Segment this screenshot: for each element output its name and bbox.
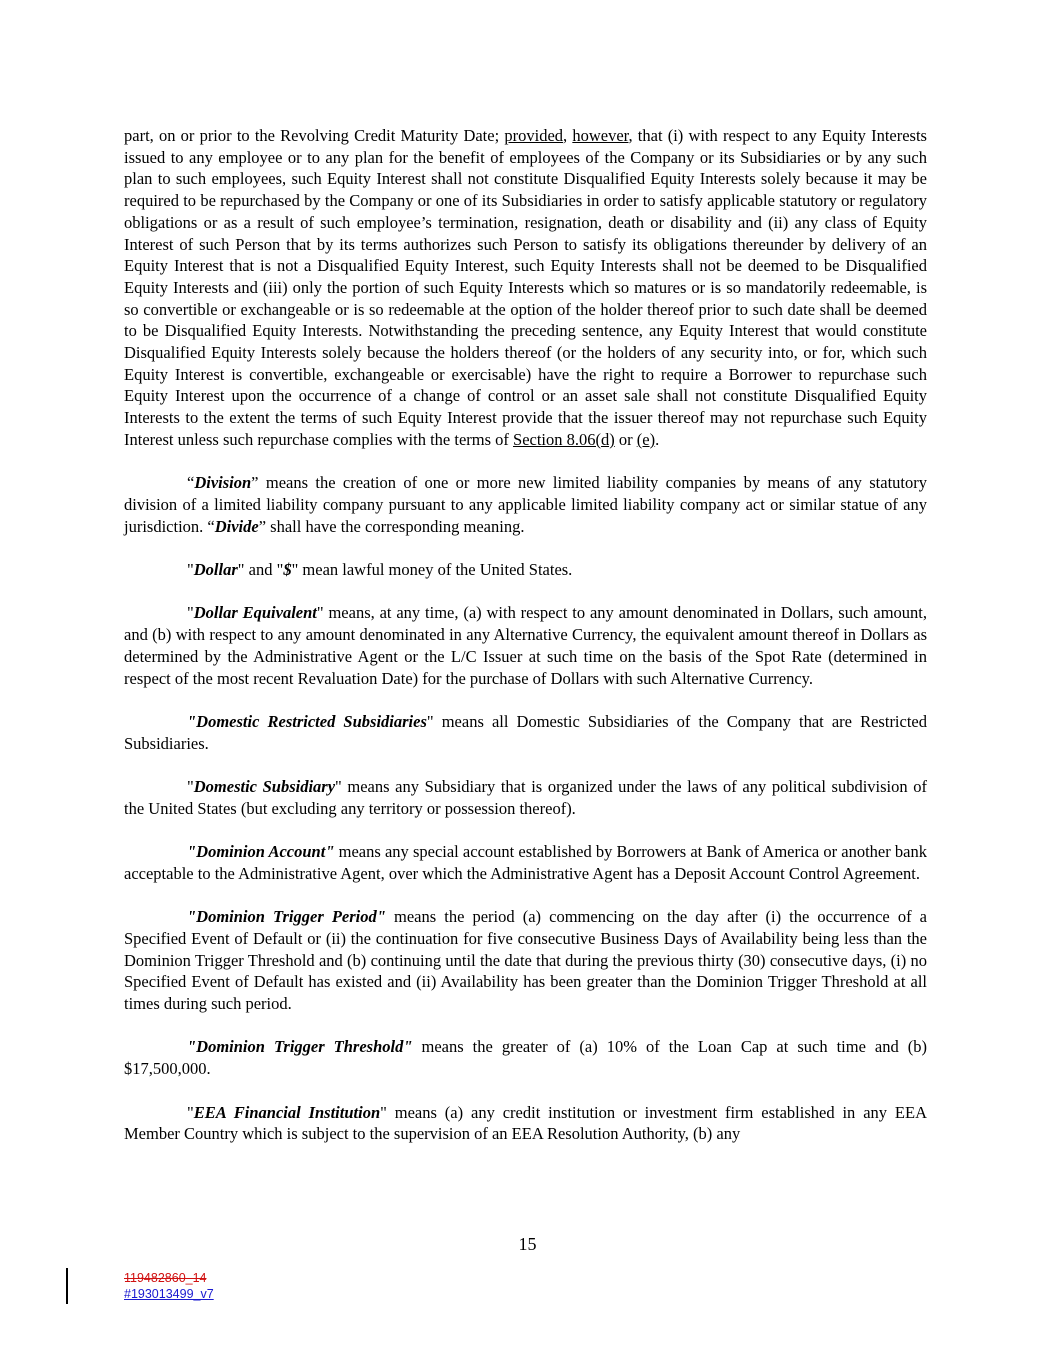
definition-text: ” shall have the corresponding meaning.	[258, 516, 525, 536]
definition-dollar	[124, 559, 927, 581]
text: ,	[563, 126, 573, 145]
definition-domestic-restricted-subsidiaries	[124, 711, 927, 754]
defined-term: "Dominion Account"	[187, 842, 335, 862]
definition-division	[124, 472, 927, 537]
defined-term: Dollar Equivalent	[193, 603, 317, 623]
definition-dollar-equivalent	[124, 602, 927, 689]
text: “	[187, 473, 195, 493]
defined-term: $	[283, 560, 292, 580]
text: "	[187, 777, 194, 797]
revision-change-bar	[66, 1268, 68, 1304]
clause-reference: (e)	[636, 429, 656, 449]
defined-term: "Dominion Trigger Threshold"	[187, 1037, 413, 1057]
definition-text: " means, at any time, (a) with respect to any amount denominated in Dollars, such amount, and (b) with respect to any amount denominated in any Alternative Currency, the equivalent amount thereof in Dollars as determined by the Administrative Agent or the L/C Issuer at such time on the basis of the Spot Rate (determined in respect of the most recent Revaluation Date) for the purchase of Dollars with such Alternative Currency.	[124, 603, 927, 688]
definition-text: " means any Subsidiary that is organized under the laws of any political subdivision of the United States (but excluding any territory or possession thereof).	[124, 777, 927, 818]
text: " and "	[237, 560, 284, 580]
document-body	[124, 125, 927, 1167]
defined-term: Divide	[214, 516, 259, 536]
paragraph-disqualified-equity-continuation	[124, 125, 927, 451]
definition-text: means the period (a) commencing on the day after (i) the occurrence of a Specified Event of Default or (ii) the continuation for five consecutive Business Days of Availability being less than the Dominion Trigger Threshold and (b) continuing until the date that during the previous thirty (30) consecutive days, (i) no Specified Event of Default has existed and (ii) Availability has been greater than the Dominion Trigger Threshold at all times during such period.	[124, 907, 928, 1014]
definition-text: " means all Domestic Subsidiaries of the Company that are Restricted Subsidiaries.	[124, 711, 928, 753]
text: "	[187, 1102, 194, 1122]
defined-term: "Dominion Trigger Period"	[187, 907, 386, 927]
definition-domestic-subsidiary	[124, 776, 927, 819]
definition-dominion-trigger-threshold	[124, 1036, 927, 1079]
however-term: however	[572, 126, 629, 145]
defined-term: Division	[194, 473, 252, 493]
defined-term: EEA Financial Institution	[193, 1102, 381, 1122]
text: "	[187, 603, 194, 623]
definition-text: means any special account established by Borrowers at Bank of America or another bank acceptable to the Administrative Agent, over which the Administrative Agent has a Deposit Account Control Agreement.	[124, 842, 927, 883]
inserted-document-id: #193013499_v7	[124, 1287, 214, 1301]
text: "	[187, 560, 194, 580]
page-number: 15	[518, 1234, 537, 1254]
text: part, on or prior to the Revolving Credit Maturity Date;	[124, 126, 505, 145]
definition-dominion-account	[124, 841, 927, 884]
definition-text: " means (a) any credit institution or investment firm established in any EEA Member Country which is subject to the supervision of an EEA Resolution Authority, (b) any	[124, 1102, 927, 1144]
section-reference: Section 8.06(d)	[513, 429, 615, 449]
text: .	[655, 429, 660, 449]
defined-term: Domestic Subsidiary	[193, 777, 336, 797]
text: , that (i) with respect to any Equity Interests issued to any employee or to any plan for the benefit of employees of the Company or its Subsidiaries or by any such plan to such employees, such Equity Interest shall not constitute Disqualified Equity Interests solely because it may be required to be repurchased by the Company or one of its Subsidiaries in order to satisfy applicable statutory or regulatory obligations or as a result of such employee’s termination, resignation, death or disability and (ii) any class of Equity Interest of such Person that by its terms authorizes such Person to satisfy its obligations thereunder by delivery of an Equity Interest that is not a Disqualified Equity Interest, such Equity Interests shall not be deemed to be Disqualified Equity Interests and (iii) only the portion of such Equity Interests which so matures or is so mandatorily redeemable, is so convertible or exchangeable or is so redeemable at the option of the holder thereof prior to such date shall be deemed to be Disqualified Equity Interests. Notwithstanding the preceding sentence, any Equity Interest that would constitute Disqualified Equity Interests solely because the holders thereof (or the holders of any security into, or for, which such Equity Interest is convertible, exchangeable or exercisable) have the right to require a Borrower to repurchase such Equity Interest upon the occurrence of a change of control or an asset sale shall not constitute Disqualified Equity Interests to the extent the terms of such Equity Interest provide that the issuer thereof may not repurchase such Equity Interest unless such repurchase complies with the terms of	[124, 126, 927, 449]
defined-term: Dollar	[193, 560, 238, 580]
defined-term: "Domestic Restricted Subsidiaries	[187, 711, 427, 731]
text: or	[614, 429, 637, 449]
definition-text: means the greater of (a) 10% of the Loan Cap at such time and (b) $17,500,000.	[124, 1037, 927, 1079]
definition-dominion-trigger-period	[124, 906, 927, 1015]
definition-eea-financial-institution	[124, 1102, 927, 1145]
deleted-document-id: 119482860_14	[124, 1271, 207, 1285]
provided-term: provided	[504, 126, 564, 145]
definition-text: " mean lawful money of the United States.	[291, 560, 573, 580]
definition-text: ” means the creation of one or more new limited liability companies by means of any statutory division of a limited liability company pursuant to any applicable limited liability company act or similar statue of any jurisdiction. “	[124, 473, 927, 536]
